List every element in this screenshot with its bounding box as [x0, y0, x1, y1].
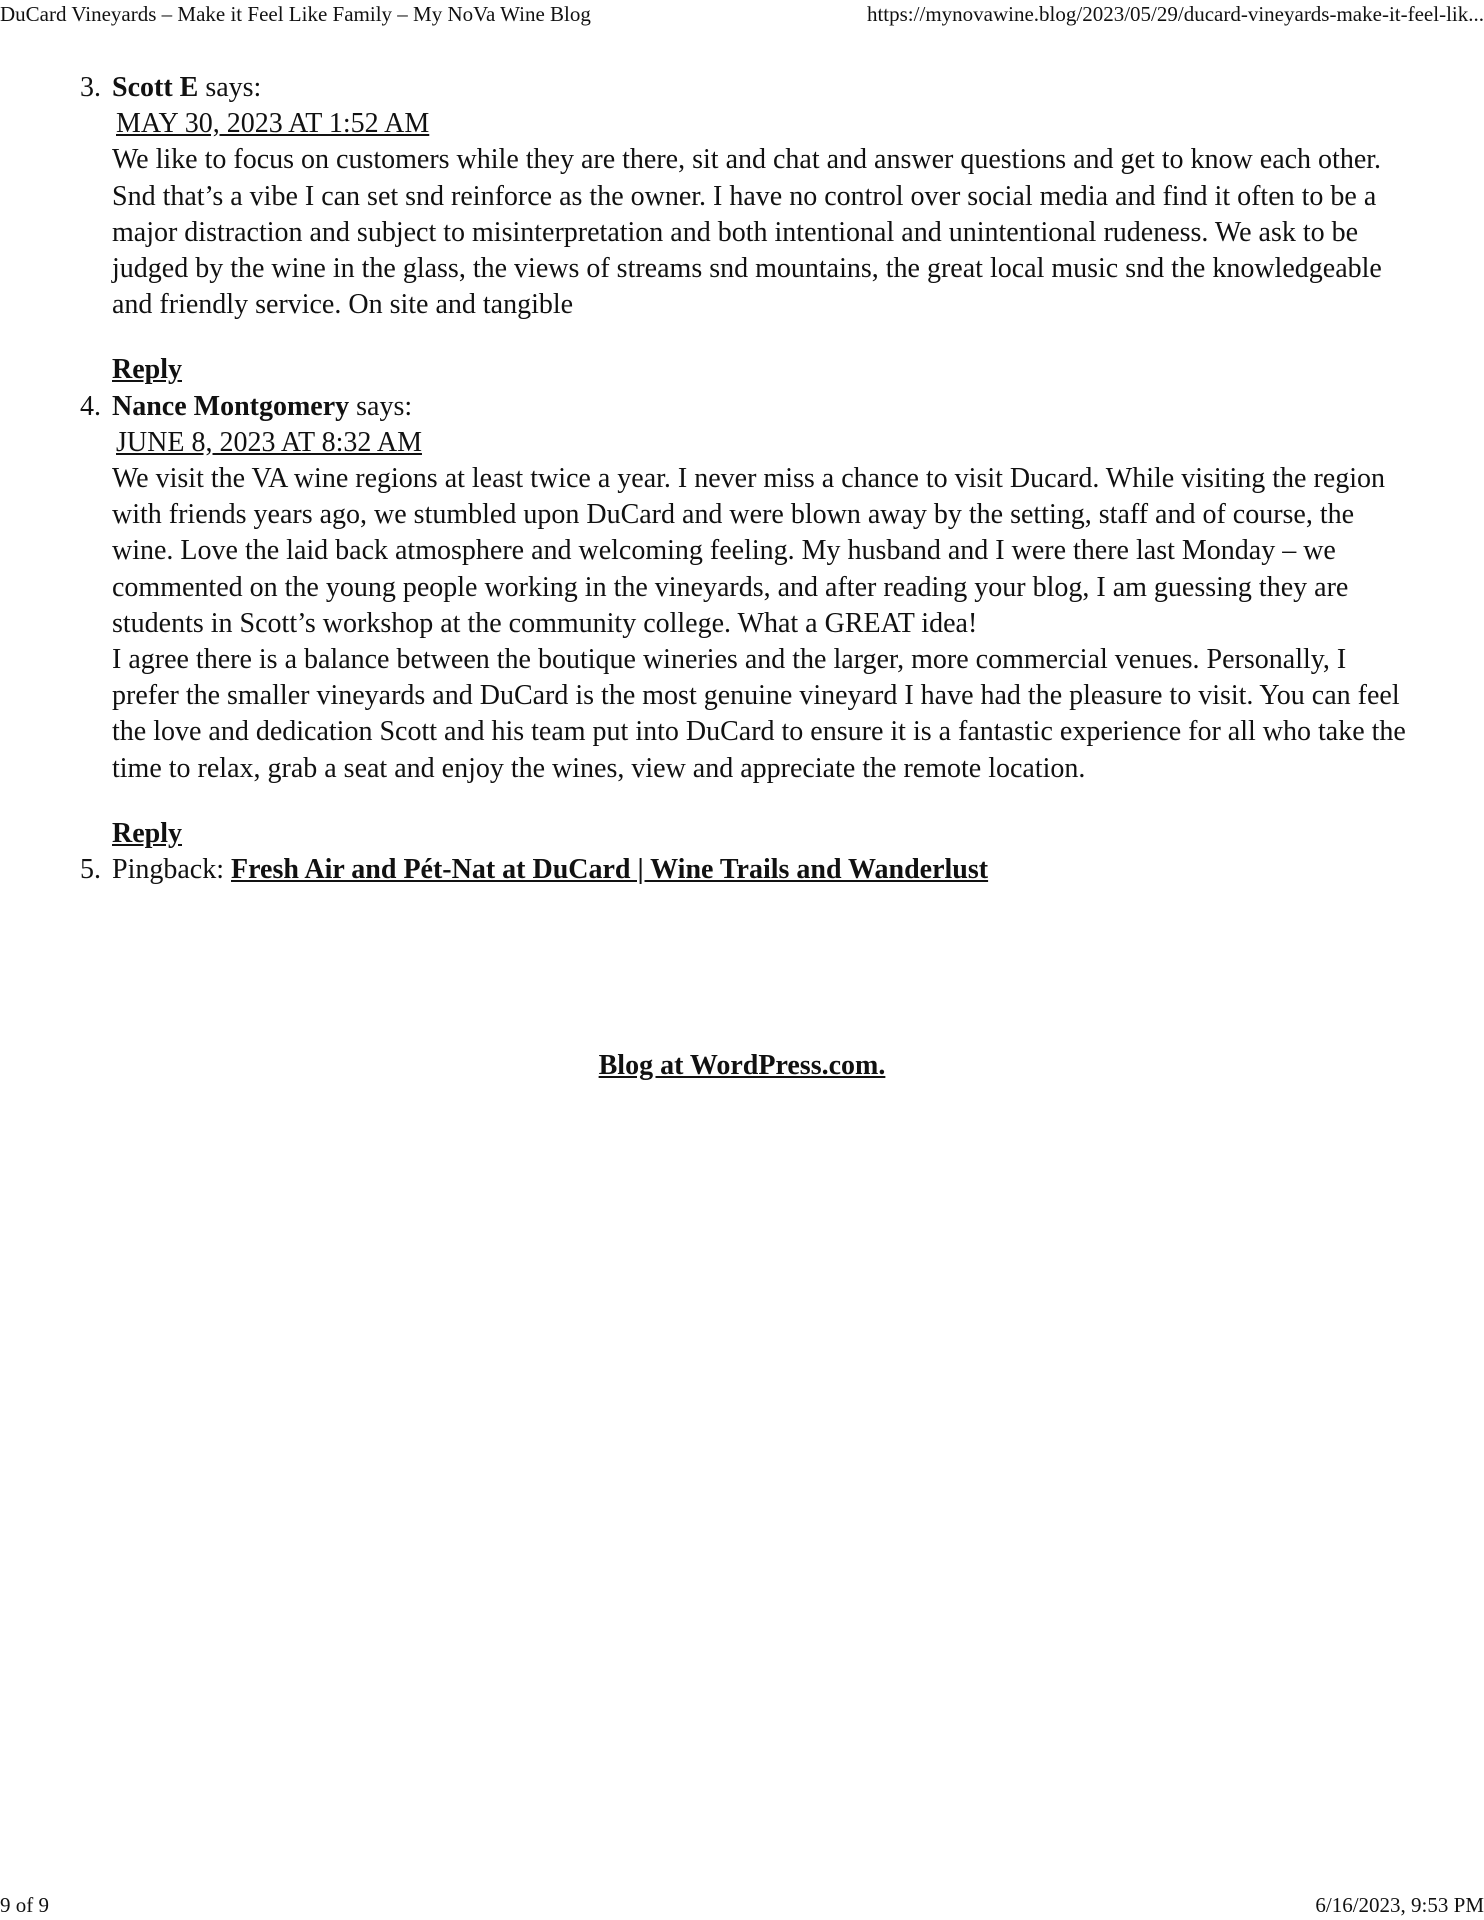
comment-list	[0, 70, 1484, 888]
comment-author: Nance Montgomery	[112, 390, 350, 422]
comment-date-link[interactable]: JUNE 8, 2023 AT 8:32 AM	[116, 426, 422, 458]
comment-date-link[interactable]: MAY 30, 2023 AT 1:52 AM	[116, 108, 430, 140]
comment-says: says:	[198, 72, 262, 103]
comments-section	[0, 70, 1484, 888]
reply-link[interactable]: Reply	[112, 817, 182, 849]
print-page-url: https://mynovawine.blog/2023/05/29/ducard-vineyards-make-it-feel-lik...	[866, 2, 1484, 26]
comment-item	[0, 389, 1484, 852]
site-footer	[0, 1048, 1484, 1084]
wordpress-credit-link[interactable]: Blog at WordPress.com.	[598, 1050, 886, 1081]
print-page-title: DuCard Vineyards – Make it Feel Like Family – My NoVa Wine Blog	[0, 2, 591, 26]
print-datetime: 6/16/2023, 9:53 PM	[1315, 1893, 1484, 1917]
comment-paragraph: I agree there is a balance between the boutique wineries and the larger, more commercial venues. Personally, I prefer the smaller vineyards and DuCard is the most genuine vineyard I have had the pleasure to visit. You can feel the love and dedication Scott and his team put into DuCard to ensure it is a fantastic experience for all who take the time to relax, grab a seat and enjoy the wines, view and appreciate the remote location.	[112, 644, 1406, 784]
comment-body	[112, 142, 1414, 323]
comment-number: 5.	[80, 854, 101, 886]
comment-author-line	[112, 389, 1414, 425]
print-header	[0, 0, 1484, 30]
reply-link[interactable]: Reply	[112, 354, 182, 386]
pingback-item	[0, 852, 1484, 888]
comment-paragraph: We visit the VA wine regions at least twice a year. I never miss a chance to visit Ducard. While visiting the region with friends years ago, we stumbled upon DuCard and were blown away by the setting, staff and of course, the wine. Love the laid back atmosphere and welcoming feeling. My husband and I were there last Monday – we commented on the young people working in the vineyards, and after reading your blog, I am guessing they are students in Scott’s workshop at the community college. What a GREAT idea!	[112, 463, 1385, 639]
pingback-link[interactable]: Fresh Air and Pét-Nat at DuCard | Wine Trails and Wanderlust	[231, 854, 989, 886]
comment-author-line	[112, 70, 1414, 106]
comment-paragraph: We like to focus on customers while they are there, sit and chat and answer questions and get to know each other. Snd that’s a vibe I can set snd reinforce as the owner. I have no control over social media and find it often to be a major distraction and subject to misinterpretation and both intentional and unintentional rudeness. We ask to be judged by the wine in the glass, the views of streams snd mountains, the great local music snd the knowledgeable and friendly service. On site and tangible	[112, 144, 1382, 321]
print-footer	[0, 1891, 1484, 1919]
comment-number: 3.	[80, 72, 101, 103]
comment-author: Scott E	[112, 72, 199, 103]
comment-body	[112, 461, 1414, 787]
comment-says: says:	[349, 390, 413, 422]
comment-number: 4.	[80, 390, 101, 422]
print-page-number: 9 of 9	[0, 1893, 49, 1917]
pingback-label: Pingback:	[112, 854, 231, 886]
comment-item	[0, 70, 1484, 389]
